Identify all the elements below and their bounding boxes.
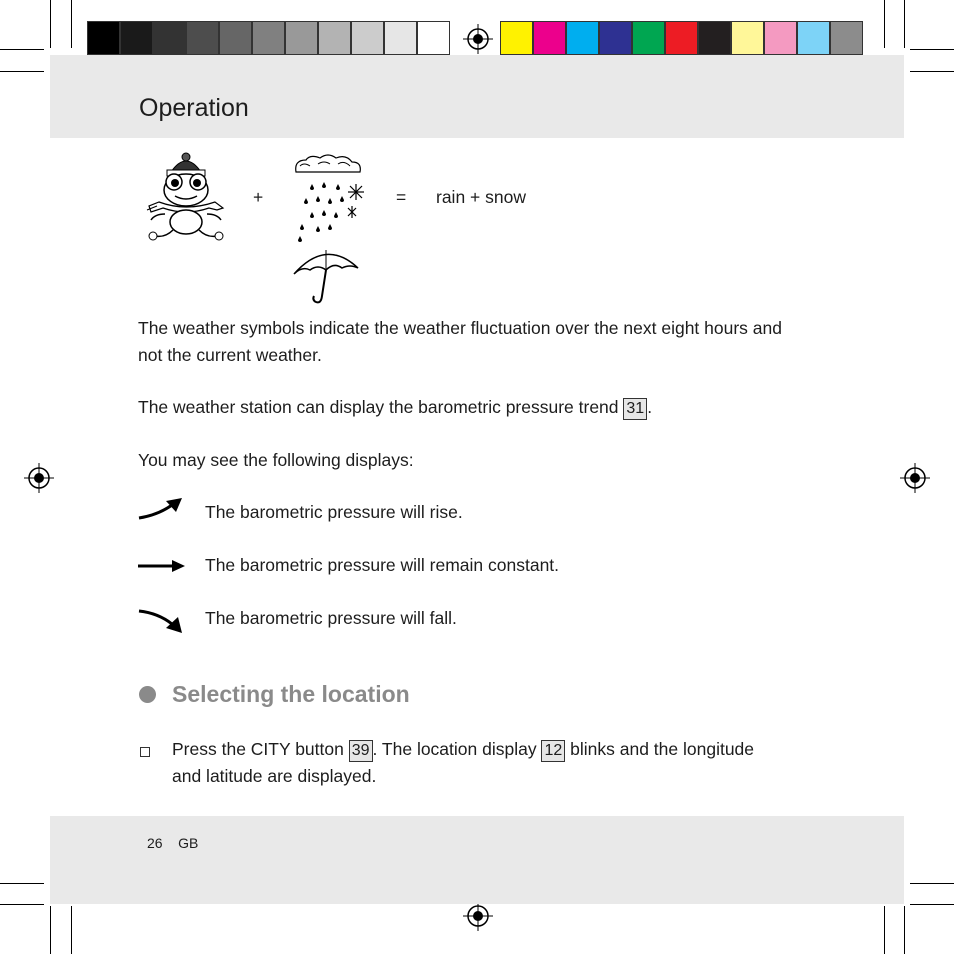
section-heading: Selecting the location [172,681,410,707]
paragraph-pressure-trend [138,394,652,421]
color-swatch [351,21,384,55]
color-swatch [632,21,665,55]
step-text [172,736,822,790]
plus-sign: + [253,187,264,207]
color-swatch [599,21,632,55]
color-swatch [384,21,417,55]
trim-mark [0,904,44,905]
color-swatch [252,21,285,55]
color-swatch [830,21,863,55]
paragraph-punctuation: . [647,397,653,417]
trim-mark [0,883,44,884]
trim-mark [910,904,954,905]
footer-band [50,816,904,904]
frog-with-hat-icon [143,152,229,244]
arrow-constant-icon [138,559,186,573]
reference-number: 12 [541,740,565,762]
trim-mark [904,906,905,954]
color-bar [500,21,863,55]
reference-number: 31 [623,398,647,420]
trim-mark [0,49,44,50]
page-title: Operation [139,94,249,122]
trim-mark [904,0,905,48]
trim-mark [50,0,51,48]
trim-mark [910,71,954,72]
trend-label: The barometric pressure will fall. [205,608,457,628]
step-text-part: Press the CITY button [172,739,349,759]
step-checkbox [140,747,150,757]
color-swatch [797,21,830,55]
color-swatch [120,21,153,55]
trim-mark [910,883,954,884]
trim-mark [71,906,72,954]
color-swatch [285,21,318,55]
trim-mark [0,71,44,72]
color-swatch [500,21,533,55]
color-swatch [731,21,764,55]
step-line: and latitude are displayed. [172,766,377,786]
trim-mark [71,0,72,48]
step-text-part: blinks and the longitude [565,739,755,759]
color-swatch [764,21,797,55]
registration-mark-icon [463,901,493,931]
arrow-rise-icon [138,497,184,521]
footer-page-info [147,835,198,851]
paragraph-weather-symbols [138,315,838,369]
registration-mark-icon [900,463,930,493]
grayscale-bar [87,21,450,55]
section-bullet [139,686,156,703]
registration-mark-icon [463,24,493,54]
trend-label: The barometric pressure will rise. [205,502,463,522]
trim-mark [910,49,954,50]
paragraph-text: The weather station can display the barometric pressure trend [138,397,624,417]
rain-snow-cloud-icon [290,154,366,250]
color-swatch [318,21,351,55]
arrow-fall-icon [138,608,184,634]
trim-mark [50,906,51,954]
equation-result: rain + snow [436,187,526,207]
paragraph-line: not the current weather. [138,345,322,365]
color-swatch [533,21,566,55]
color-swatch [698,21,731,55]
color-swatch [219,21,252,55]
trend-label: The barometric pressure will remain constant. [205,555,560,575]
step-line [172,736,822,763]
color-swatch [417,21,450,55]
trim-mark [884,0,885,48]
equals-sign: = [396,187,407,207]
step-text-part: . The location display [372,739,542,759]
paragraph-line: The weather symbols indicate the weather fluctuation over the next eight hours and [138,318,782,338]
umbrella-icon [292,248,362,306]
registration-mark-icon [24,463,54,493]
page-number: 26 [147,835,163,851]
reference-number: 39 [349,740,373,762]
language-code: GB [178,835,199,851]
color-swatch [87,21,120,55]
color-swatch [153,21,186,55]
trim-mark [884,906,885,954]
color-swatch [186,21,219,55]
color-swatch [566,21,599,55]
color-swatch [665,21,698,55]
paragraph-displays-intro: You may see the following displays: [138,450,414,470]
